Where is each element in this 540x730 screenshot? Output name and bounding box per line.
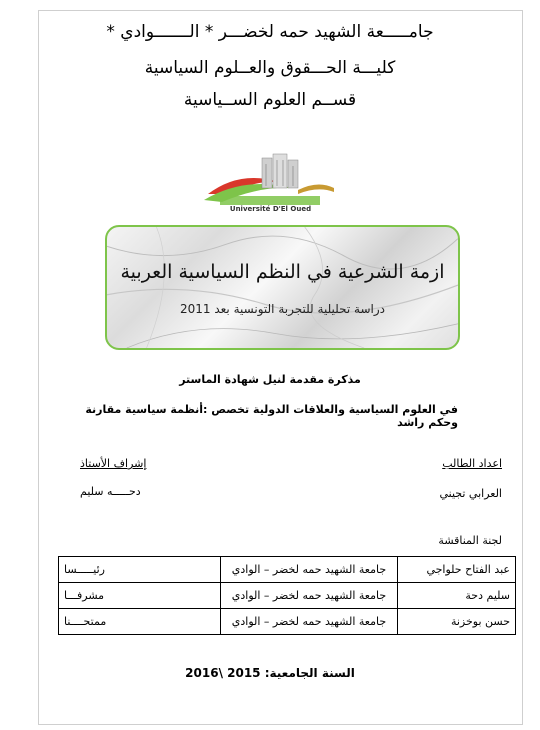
member-name: سليم دحة [398, 583, 516, 609]
supervisor-name: دحـــــه سليم [80, 485, 141, 498]
table-row [59, 557, 516, 583]
supervisor-label: إشراف الأستاذ [80, 457, 147, 470]
marble-texture [107, 227, 458, 348]
faculty-name: كليـــة الحـــقوق والعــلوم السياسية [144, 58, 396, 78]
academic-year: السنة الجامعية: 2015 \2016 [185, 666, 355, 680]
member-name: عبد الفتاح حلواجي [398, 557, 516, 583]
member-role: رئيـــــسا [59, 557, 221, 583]
thesis-title: ازمة الشرعية في النظم السياسية العربية [120, 261, 445, 283]
university-name: جامـــــعة الشهيد حمه لخضـــر * الـــــــوادي * [106, 22, 434, 42]
member-university: جامعة الشهيد حمه لخضر – الوادي [220, 583, 398, 609]
committee-label: لجنة المناقشة [438, 534, 502, 547]
thesis-title-box [105, 225, 460, 350]
student-label: اعداد الطالب [442, 457, 502, 470]
member-role: ممتحــــنا [59, 609, 221, 635]
logo-caption: Université D'El Oued [229, 205, 312, 213]
specialization-line: في العلوم السياسية والعلاقات الدولية تخصص :أنظمة سياسية مقارنة وحكم راشد [85, 403, 458, 429]
department-name: قســم العلوم الســياسية [183, 90, 357, 110]
memo-statement: مذكرة مقدمة لنيل شهادة الماستر [179, 373, 361, 386]
thesis-subtitle: دراسة تحليلية للتجربة التونسية بعد 2011 [179, 302, 385, 316]
member-university: جامعة الشهيد حمه لخضر – الوادي [220, 557, 398, 583]
table-row [59, 609, 516, 635]
member-role: مشرفـــا [59, 583, 221, 609]
student-name: العرابي تجيني [439, 487, 502, 500]
table-row [59, 583, 516, 609]
member-university: جامعة الشهيد حمه لخضر – الوادي [220, 609, 398, 635]
member-name: حسن بوخزنة [398, 609, 516, 635]
committee-table [58, 556, 516, 635]
